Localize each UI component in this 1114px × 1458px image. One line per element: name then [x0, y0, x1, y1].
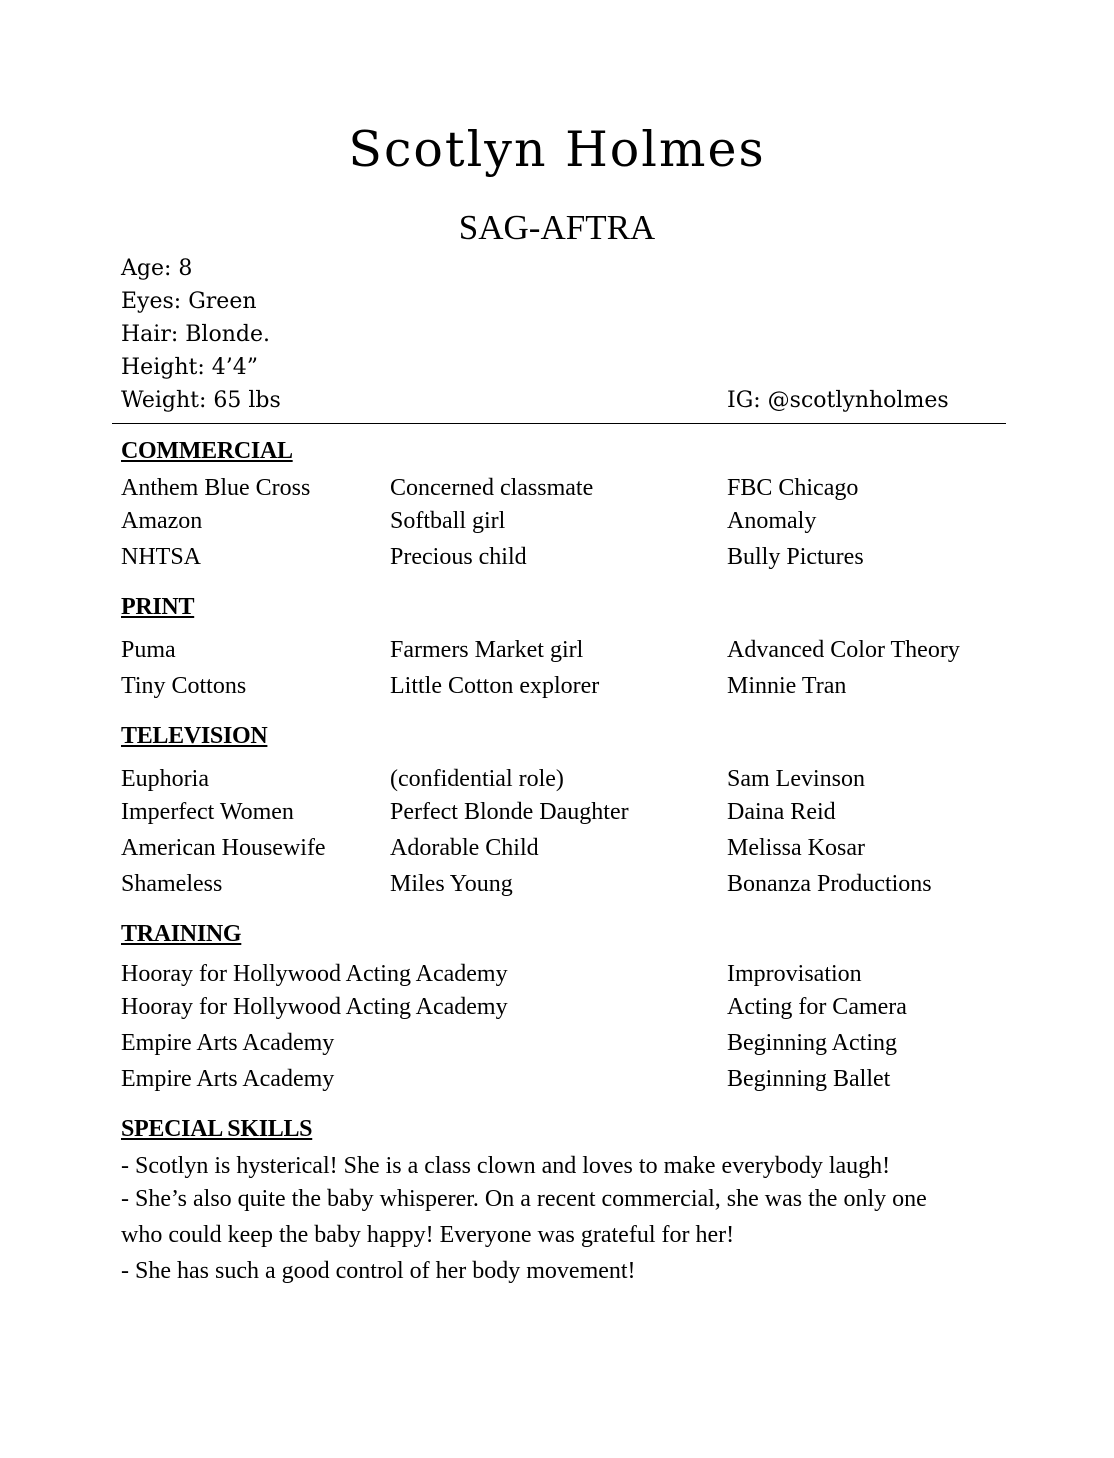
- stat-age: Age: 8: [121, 256, 193, 281]
- print-row-2-photographer: Minnie Tran: [727, 673, 847, 699]
- television-row-3-show: American Housewife: [121, 835, 326, 861]
- section-heading-training: TRAINING: [121, 921, 242, 947]
- television-row-1-director: Sam Levinson: [727, 766, 865, 792]
- television-row-4-director: Bonanza Productions: [727, 871, 932, 897]
- commercial-row-3-company: Bully Pictures: [727, 544, 864, 570]
- commercial-row-1-project: Anthem Blue Cross: [121, 475, 311, 501]
- print-row-1-role: Farmers Market girl: [390, 637, 584, 663]
- section-heading-television: TELEVISION: [121, 723, 268, 749]
- television-row-2-director: Daina Reid: [727, 799, 836, 825]
- training-row-3-class: Beginning Acting: [727, 1030, 897, 1056]
- union-affiliation: SAG-AFTRA: [458, 208, 656, 247]
- performer-name: Scotlyn Holmes: [348, 121, 766, 178]
- commercial-row-3-project: NHTSA: [121, 544, 202, 570]
- commercial-row-1-role: Concerned classmate: [390, 475, 594, 501]
- print-row-1-client: Puma: [121, 637, 176, 663]
- television-row-2-show: Imperfect Women: [121, 799, 294, 825]
- skill-line-1: - Scotlyn is hysterical! She is a class clown and loves to make everybody laugh!: [121, 1153, 891, 1179]
- commercial-row-2-project: Amazon: [121, 508, 203, 534]
- training-row-4-class: Beginning Ballet: [727, 1066, 891, 1092]
- stat-height: Height: 4’4”: [121, 355, 258, 380]
- television-row-2-role: Perfect Blonde Daughter: [390, 799, 629, 825]
- print-row-1-photographer: Advanced Color Theory: [727, 637, 960, 663]
- training-row-1-school: Hooray for Hollywood Acting Academy: [121, 961, 508, 987]
- section-heading-special-skills: SPECIAL SKILLS: [121, 1116, 313, 1142]
- television-row-1-role: (confidential role): [390, 766, 564, 792]
- skill-line-2: - She’s also quite the baby whisperer. On a recent commercial, she was the only one: [121, 1186, 927, 1212]
- training-row-4-school: Empire Arts Academy: [121, 1066, 335, 1092]
- stat-weight: Weight: 65 lbs: [121, 388, 281, 413]
- commercial-row-2-role: Softball girl: [390, 508, 506, 534]
- stat-hair: Hair: Blonde.: [121, 322, 270, 347]
- commercial-row-1-company: FBC Chicago: [727, 475, 859, 501]
- commercial-row-2-company: Anomaly: [727, 508, 817, 534]
- header-divider: [112, 423, 1006, 424]
- television-row-4-show: Shameless: [121, 871, 223, 897]
- television-row-3-director: Melissa Kosar: [727, 835, 865, 861]
- training-row-1-class: Improvisation: [727, 961, 862, 987]
- section-heading-commercial: COMMERCIAL: [121, 438, 293, 464]
- television-row-4-role: Miles Young: [390, 871, 513, 897]
- instagram-handle: IG: @scotlynholmes: [727, 388, 949, 413]
- training-row-3-school: Empire Arts Academy: [121, 1030, 335, 1056]
- skill-line-3: who could keep the baby happy! Everyone was grateful for her!: [121, 1222, 735, 1248]
- television-row-1-show: Euphoria: [121, 766, 209, 792]
- commercial-row-3-role: Precious child: [390, 544, 527, 570]
- print-row-2-client: Tiny Cottons: [121, 673, 247, 699]
- training-row-2-class: Acting for Camera: [727, 994, 907, 1020]
- print-row-2-role: Little Cotton explorer: [390, 673, 600, 699]
- section-heading-print: PRINT: [121, 594, 195, 620]
- stat-eyes: Eyes: Green: [121, 289, 257, 314]
- training-row-2-school: Hooray for Hollywood Acting Academy: [121, 994, 508, 1020]
- television-row-3-role: Adorable Child: [390, 835, 539, 861]
- skill-line-4: - She has such a good control of her body movement!: [121, 1258, 636, 1284]
